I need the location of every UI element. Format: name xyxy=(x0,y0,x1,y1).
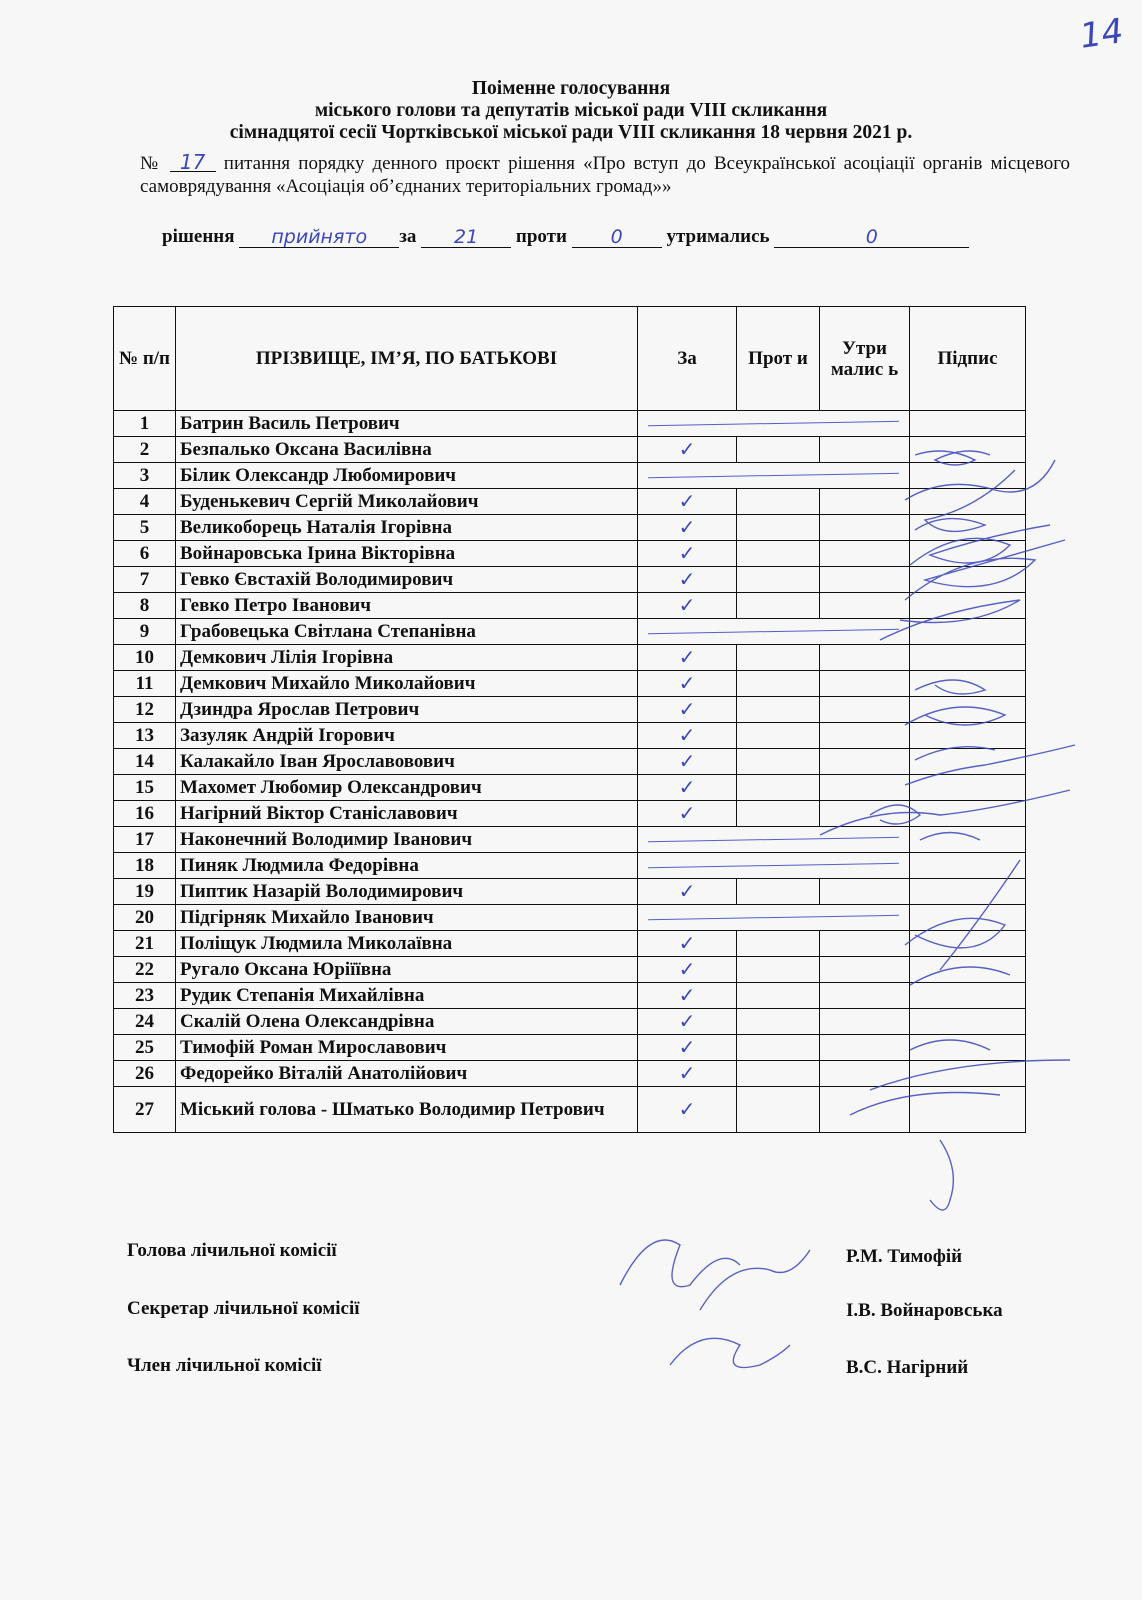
vote-abstained-cell xyxy=(820,697,910,723)
absent-mark xyxy=(638,905,910,931)
vote-against-cell xyxy=(737,437,820,463)
row-number: 18 xyxy=(114,853,176,879)
table-row xyxy=(114,1035,1026,1061)
row-number: 13 xyxy=(114,723,176,749)
row-number: 11 xyxy=(114,671,176,697)
vote-against-cell xyxy=(737,1061,820,1087)
document-header xyxy=(0,78,1142,144)
vote-abstained-cell xyxy=(820,1009,910,1035)
row-number: 19 xyxy=(114,879,176,905)
table-row xyxy=(114,463,1026,489)
vote-for-check: ✓ xyxy=(638,489,737,515)
vote-for-check: ✓ xyxy=(638,723,737,749)
deputy-name: Зазуляк Андрій Ігорович xyxy=(176,723,638,749)
signature-cell xyxy=(910,437,1026,463)
vote-for-check: ✓ xyxy=(638,879,737,905)
deputy-name: Безпалько Оксана Василівна xyxy=(176,437,638,463)
table-row xyxy=(114,1061,1026,1087)
table-row xyxy=(114,619,1026,645)
table-row xyxy=(114,1009,1026,1035)
for-count: 21 xyxy=(421,227,511,248)
decision-label: рішення xyxy=(162,226,235,247)
vote-against-cell xyxy=(737,671,820,697)
row-number: 27 xyxy=(114,1087,176,1133)
table-row xyxy=(114,879,1026,905)
deputy-name: Тимофій Роман Мирославович xyxy=(176,1035,638,1061)
abstained-label: утримались xyxy=(666,226,770,247)
row-number: 3 xyxy=(114,463,176,489)
vote-abstained-cell xyxy=(820,931,910,957)
table-row xyxy=(114,411,1026,437)
deputy-name: Наконечний Володимир Іванович xyxy=(176,827,638,853)
deputy-name: Дзиндра Ярослав Петрович xyxy=(176,697,638,723)
for-label: за xyxy=(399,226,417,247)
vote-abstained-cell xyxy=(820,593,910,619)
signature-cell xyxy=(910,931,1026,957)
deputy-name: Грабовецька Світлана Степанівна xyxy=(176,619,638,645)
table-row xyxy=(114,775,1026,801)
header-abstained: Утри малис ь xyxy=(820,307,910,411)
table-row xyxy=(114,827,1026,853)
row-number: 1 xyxy=(114,411,176,437)
vote-for-check: ✓ xyxy=(638,983,737,1009)
agenda-text: питання порядку денного проєкт рішення «Про вступ до Всеукраїнської асоціації органів місцевого самоврядування «Асоціація об’єднаних територіальних громад»» xyxy=(140,153,1071,197)
vote-for-check: ✓ xyxy=(638,801,737,827)
signature-cell xyxy=(910,983,1026,1009)
vote-against-cell xyxy=(737,801,820,827)
vote-abstained-cell xyxy=(820,541,910,567)
member-label: Член лічильної комісії xyxy=(127,1355,322,1376)
vote-against-cell xyxy=(737,749,820,775)
abstained-count: 0 xyxy=(774,227,969,248)
deputy-name: Батрин Василь Петрович xyxy=(176,411,638,437)
vote-for-check: ✓ xyxy=(638,749,737,775)
vote-against-cell xyxy=(737,983,820,1009)
deputy-name: Нагірний Віктор Станіславович xyxy=(176,801,638,827)
signature-cell xyxy=(910,1009,1026,1035)
signature-cell xyxy=(910,853,1026,879)
vote-abstained-cell xyxy=(820,645,910,671)
row-number: 25 xyxy=(114,1035,176,1061)
signature-cell xyxy=(910,905,1026,931)
absent-mark xyxy=(638,619,910,645)
vote-for-check: ✓ xyxy=(638,1087,737,1133)
vote-against-cell xyxy=(737,931,820,957)
table-row xyxy=(114,437,1026,463)
deputy-name: Пиптик Назарій Володимирович xyxy=(176,879,638,905)
table-row xyxy=(114,593,1026,619)
deputy-name: Демкович Михайло Миколайович xyxy=(176,671,638,697)
header-session: сімнадцятої сесії Чортківської міської ради VIII скликання 18 червня 2021 р. xyxy=(229,122,913,143)
vote-against-cell xyxy=(737,567,820,593)
vote-abstained-cell xyxy=(820,879,910,905)
header-signature: Підпис xyxy=(910,307,1026,411)
table-row xyxy=(114,723,1026,749)
table-row xyxy=(114,489,1026,515)
deputy-name: Пиняк Людмила Федорівна xyxy=(176,853,638,879)
row-number: 8 xyxy=(114,593,176,619)
vote-for-check: ✓ xyxy=(638,931,737,957)
deputy-name: Скалій Олена Олександрівна xyxy=(176,1009,638,1035)
vote-against-cell xyxy=(737,957,820,983)
vote-abstained-cell xyxy=(820,749,910,775)
page-number: 14 xyxy=(1077,11,1126,57)
row-number: 24 xyxy=(114,1009,176,1035)
signature-cell xyxy=(910,541,1026,567)
vote-against-cell xyxy=(737,1035,820,1061)
agenda-number-label: № xyxy=(140,153,162,174)
absent-mark xyxy=(638,411,910,437)
deputy-name: Рудик Степанія Михайлівна xyxy=(176,983,638,1009)
table-row xyxy=(114,853,1026,879)
table-row xyxy=(114,931,1026,957)
vote-against-cell xyxy=(737,879,820,905)
row-number: 7 xyxy=(114,567,176,593)
signature-cell xyxy=(910,567,1026,593)
vote-against-cell xyxy=(737,593,820,619)
agenda-item xyxy=(140,152,1070,198)
header-name: ПРІЗВИЩЕ, ІМ’Я, ПО БАТЬКОВІ xyxy=(176,307,638,411)
agenda-number: 17 xyxy=(170,153,216,172)
row-number: 26 xyxy=(114,1061,176,1087)
deputy-name: Підгірняк Михайло Іванович xyxy=(176,905,638,931)
signature-cell xyxy=(910,1061,1026,1087)
vote-against-cell xyxy=(737,775,820,801)
table-row xyxy=(114,515,1026,541)
table-row xyxy=(114,957,1026,983)
vote-for-check: ✓ xyxy=(638,775,737,801)
signature-cell xyxy=(910,827,1026,853)
vote-against-cell xyxy=(737,1009,820,1035)
row-number: 5 xyxy=(114,515,176,541)
against-label: проти xyxy=(515,226,567,247)
chair-name: Р.М. Тимофій xyxy=(846,1246,963,1267)
signature-cell xyxy=(910,593,1026,619)
header-against: Прот и xyxy=(737,307,820,411)
row-number: 20 xyxy=(114,905,176,931)
row-number: 21 xyxy=(114,931,176,957)
vote-for-check: ✓ xyxy=(638,671,737,697)
vote-for-check: ✓ xyxy=(638,697,737,723)
row-number: 12 xyxy=(114,697,176,723)
vote-abstained-cell xyxy=(820,515,910,541)
table-row xyxy=(114,697,1026,723)
vote-abstained-cell xyxy=(820,671,910,697)
vote-abstained-cell xyxy=(820,1087,910,1133)
signature-cell xyxy=(910,775,1026,801)
signature-cell xyxy=(910,697,1026,723)
row-number: 17 xyxy=(114,827,176,853)
signature-cell xyxy=(910,489,1026,515)
vote-against-cell xyxy=(737,697,820,723)
vote-for-check: ✓ xyxy=(638,1061,737,1087)
signature-cell xyxy=(910,801,1026,827)
vote-abstained-cell xyxy=(820,957,910,983)
row-number: 14 xyxy=(114,749,176,775)
vote-for-check: ✓ xyxy=(638,957,737,983)
signature-cell xyxy=(910,723,1026,749)
deputy-name: Буденькевич Сергій Миколайович xyxy=(176,489,638,515)
deputy-name: Великоборець Наталія Ігорівна xyxy=(176,515,638,541)
member-name: В.С. Нагірний xyxy=(846,1357,969,1378)
signature-cell xyxy=(910,1087,1026,1133)
vote-against-cell xyxy=(737,489,820,515)
vote-for-check: ✓ xyxy=(638,541,737,567)
table-row xyxy=(114,645,1026,671)
deputy-name: Гевко Петро Іванович xyxy=(176,593,638,619)
table-row xyxy=(114,671,1026,697)
vote-for-check: ✓ xyxy=(638,515,737,541)
signature-cell xyxy=(910,957,1026,983)
row-number: 15 xyxy=(114,775,176,801)
row-number: 4 xyxy=(114,489,176,515)
vote-abstained-cell xyxy=(820,723,910,749)
table-body xyxy=(114,411,1026,1133)
vote-against-cell xyxy=(737,723,820,749)
row-number: 2 xyxy=(114,437,176,463)
absent-mark xyxy=(638,827,910,853)
absent-mark xyxy=(638,853,910,879)
against-count: 0 xyxy=(572,227,662,248)
signature-cell xyxy=(910,645,1026,671)
vote-abstained-cell xyxy=(820,775,910,801)
vote-abstained-cell xyxy=(820,1061,910,1087)
deputy-name: Федорейко Віталій Анатолійович xyxy=(176,1061,638,1087)
deputy-name: Демкович Лілія Ігорівна xyxy=(176,645,638,671)
header-title: Поіменне голосування xyxy=(471,78,671,99)
decision-value: прийнято xyxy=(239,227,399,248)
vote-against-cell xyxy=(737,1087,820,1133)
vote-for-check: ✓ xyxy=(638,645,737,671)
signature-cell xyxy=(910,411,1026,437)
deputy-name: Ругало Оксана Юріїївна xyxy=(176,957,638,983)
deputy-name: Калакайло Іван Ярославовович xyxy=(176,749,638,775)
absent-mark xyxy=(638,463,910,489)
row-number: 22 xyxy=(114,957,176,983)
vote-abstained-cell xyxy=(820,567,910,593)
deputy-name: Міський голова - Шматько Володимир Петрович xyxy=(176,1087,638,1133)
vote-for-check: ✓ xyxy=(638,593,737,619)
signature-cell xyxy=(910,749,1026,775)
table-row xyxy=(114,541,1026,567)
vote-abstained-cell xyxy=(820,983,910,1009)
roll-call-table xyxy=(113,306,1026,1133)
deputy-name: Махомет Любомир Олександрович xyxy=(176,775,638,801)
vote-against-cell xyxy=(737,541,820,567)
table-row xyxy=(114,1087,1026,1133)
decision-line xyxy=(162,226,969,248)
header-subtitle: міського голови та депутатів міської ради VIII скликання xyxy=(314,100,828,121)
row-number: 10 xyxy=(114,645,176,671)
signature-cell xyxy=(910,879,1026,905)
vote-abstained-cell xyxy=(820,489,910,515)
vote-for-check: ✓ xyxy=(638,1035,737,1061)
vote-abstained-cell xyxy=(820,437,910,463)
row-number: 23 xyxy=(114,983,176,1009)
vote-abstained-cell xyxy=(820,1035,910,1061)
deputy-name: Поліщук Людмила Миколаївна xyxy=(176,931,638,957)
signature-cell xyxy=(910,463,1026,489)
row-number: 16 xyxy=(114,801,176,827)
row-number: 6 xyxy=(114,541,176,567)
vote-for-check: ✓ xyxy=(638,1009,737,1035)
vote-against-cell xyxy=(737,515,820,541)
vote-against-cell xyxy=(737,645,820,671)
signature-cell xyxy=(910,671,1026,697)
deputy-name: Войнаровська Ірина Вікторівна xyxy=(176,541,638,567)
table-row xyxy=(114,801,1026,827)
header-for: За xyxy=(638,307,737,411)
row-number: 9 xyxy=(114,619,176,645)
vote-abstained-cell xyxy=(820,801,910,827)
table-row xyxy=(114,567,1026,593)
signature-cell xyxy=(910,515,1026,541)
table-row xyxy=(114,749,1026,775)
vote-for-check: ✓ xyxy=(638,437,737,463)
deputy-name: Гевко Євстахій Володимирович xyxy=(176,567,638,593)
signature-cell xyxy=(910,1035,1026,1061)
chair-label: Голова лічильної комісії xyxy=(127,1240,337,1261)
signature-cell xyxy=(910,619,1026,645)
secretary-name: І.В. Войнаровська xyxy=(846,1300,1003,1321)
header-number: № п/п xyxy=(114,307,176,411)
secretary-label: Секретар лічильної комісії xyxy=(127,1298,360,1319)
table-row xyxy=(114,983,1026,1009)
deputy-name: Білик Олександр Любомирович xyxy=(176,463,638,489)
table-row xyxy=(114,905,1026,931)
vote-for-check: ✓ xyxy=(638,567,737,593)
